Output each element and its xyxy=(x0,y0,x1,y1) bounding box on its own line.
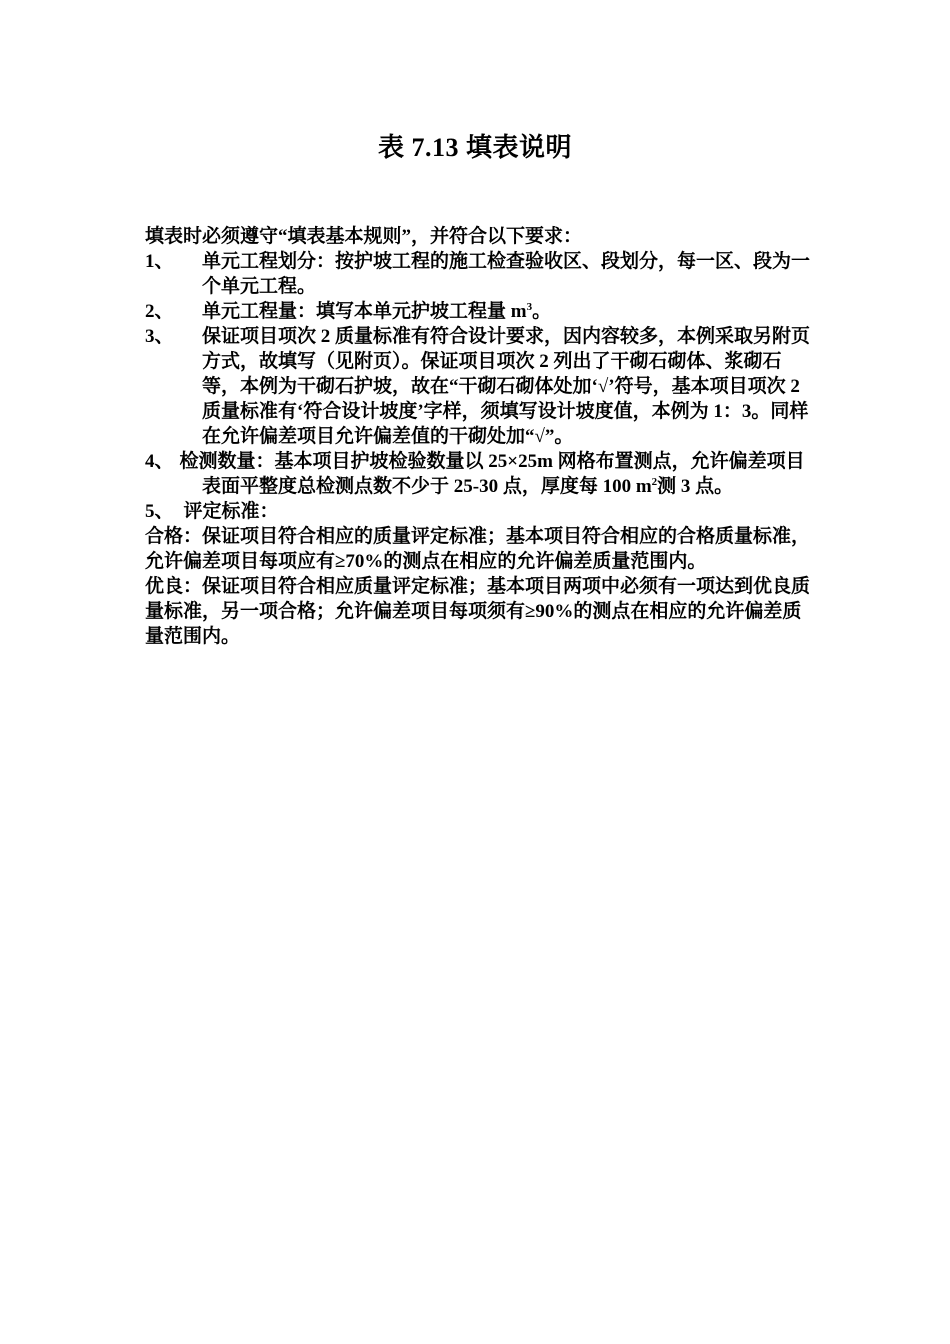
list-item-text: 评定标准： xyxy=(183,501,279,522)
list-item-2 xyxy=(145,299,815,324)
list-item-number: 1、 xyxy=(145,251,174,272)
intro-paragraph: 填表时必须遵守“填表基本规则”，并符合以下要求： xyxy=(145,226,583,247)
list-item-number: 3、 xyxy=(145,326,174,347)
superscript: 3 xyxy=(526,301,533,313)
document-body xyxy=(145,224,815,649)
list-item-1 xyxy=(145,249,815,299)
list-item-number: 5、 xyxy=(145,501,174,522)
list-item-text: 单元工程划分：按护坡工程的施工检查验收区、段划分，每一区、段为一个单元工程。 xyxy=(202,251,811,297)
list-item-4 xyxy=(145,449,815,499)
page-title: 表 7.13 填表说明 xyxy=(377,133,572,162)
list-item-number: 4、 xyxy=(145,451,174,472)
standard-excellent: 优良：保证项目符合相应质量评定标准；基本项目两项中必须有一项达到优良质量标准，另一项合格；允许偏差项目每项须有≥90%的测点在相应的允许偏差质量范围内。 xyxy=(145,576,811,647)
list-item-number: 2、 xyxy=(145,301,174,322)
list-item-text-end: 。 xyxy=(532,301,552,322)
list-item-text: 检测数量：基本项目护坡检验数量以 25×25m 网格布置测点，允许偏差项目表面平整度总检测点数不少于 25-30 点，厚度每 100 m xyxy=(179,451,805,497)
superscript: 2 xyxy=(651,476,658,488)
standard-qualified: 合格：保证项目符合相应的质量评定标准；基本项目符合相应的合格质量标准，允许偏差项目每项应有≥70%的测点在相应的允许偏差质量范围内。 xyxy=(145,526,811,572)
list-item-3 xyxy=(145,324,815,449)
list-item-text-end: 测 3 点。 xyxy=(657,476,734,497)
list-item-text: 单元工程量：填写本单元护坡工程量 m xyxy=(202,301,527,322)
list-item-text: 保证项目项次 2 质量标准有符合设计要求，因内容较多，本例采取另附页方式，故填写（见附页）。保证项目项次 2 列出了干砌石砌体、浆砌石等，本例为干砌石护坡，故在“干砌石砌体处加‘√’符号，基本项目项次 2 质量标准有‘符合设计坡度’字样，须填写设计坡度值，本例为 1：3。同样在允许偏差项目允许偏差值的干砌处加“√”。 xyxy=(202,326,811,447)
list-item-5 xyxy=(145,499,815,524)
